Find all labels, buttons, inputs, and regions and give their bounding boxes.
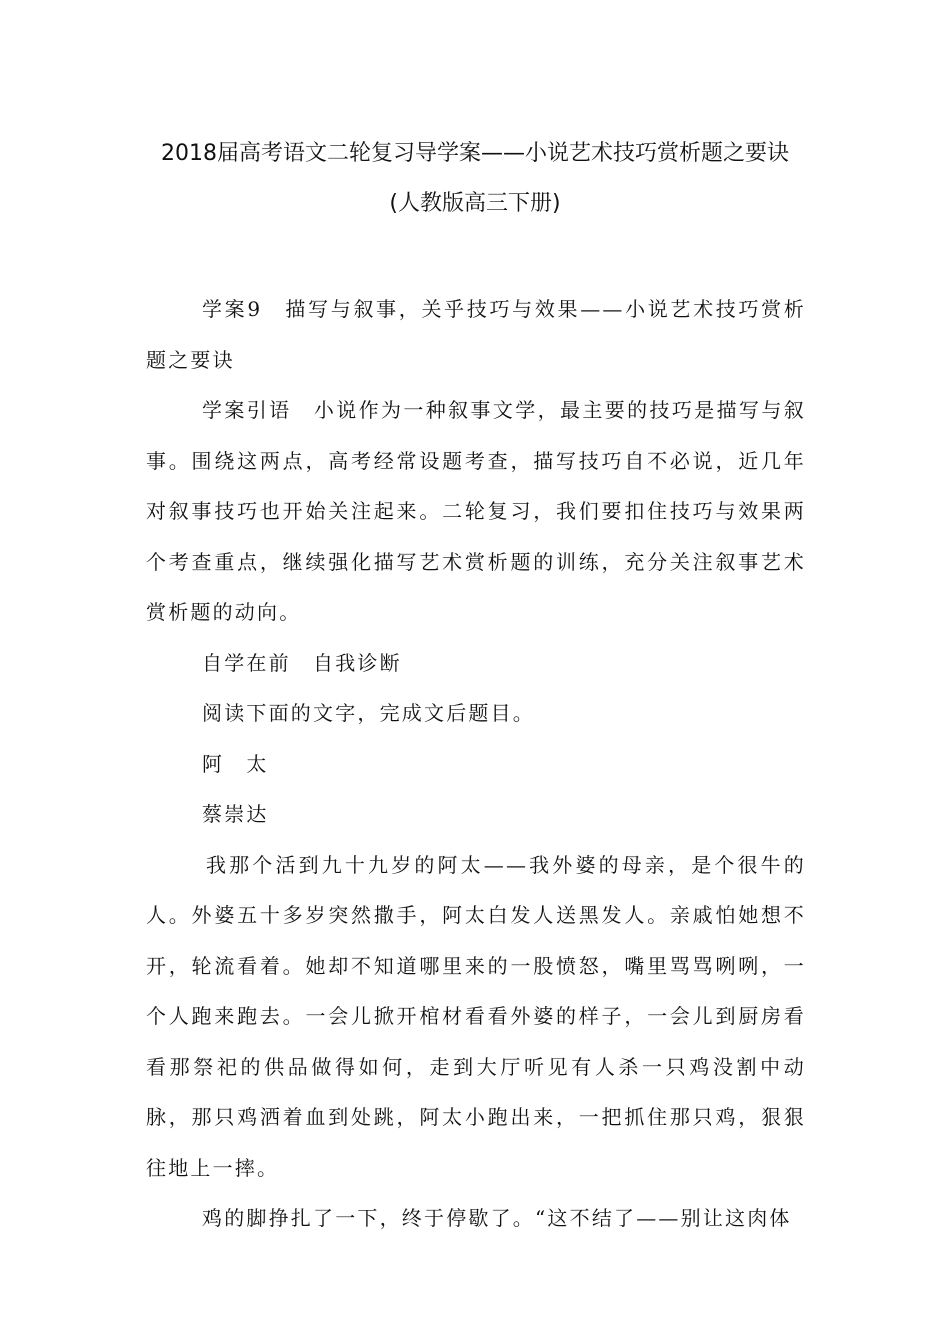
paragraph-story-text-2: 鸡的脚挣扎了一下，终于停歇了。“这不结了——别让这肉体 xyxy=(202,1206,792,1230)
paragraph-instruction: 阅读下面的文字，完成文后题目。 xyxy=(202,701,535,725)
paragraph-section-heading: 自学在前 自我诊断 xyxy=(202,650,402,675)
paragraph-introduction: 学案引语 小说作为一种叙事文学，最主要的技巧是描写与叙事。围绕这两点，高考经常设题考查，描写技巧自不必说，近几年对叙事技巧也开始关注起来。二轮复习，我们要扣住技巧与效果两个考查重点，继续强化描写艺术赏析题的训练，充分关注叙事艺术赏析题的动向。 xyxy=(146,398,806,624)
paragraph-story-author: 蔡崇达 xyxy=(202,802,269,826)
document-subtitle: (人教版高三下册) xyxy=(389,191,561,216)
paragraph-story-title: 阿 太 xyxy=(202,751,269,776)
document-body xyxy=(146,284,806,1244)
paragraph-lesson-heading: 学案9 描写与叙事，关乎技巧与效果——小说艺术技巧赏析题之要诀 xyxy=(146,297,806,372)
paragraph-story-text-1: 我那个活到九十九岁的阿太——我外婆的母亲，是个很牛的人。外婆五十多岁突然撒手，阿太白发人送黑发人。亲戚怕她想不开，轮流看着。她却不知道哪里来的一股愤怒，嘴里骂骂咧咧，一个人跑来跑去。一会儿掀开棺材看看外婆的样子，一会儿到厨房看看那祭祀的供品做得如何，走到大厅听见有人杀一只鸡没割中动脉，那只鸡洒着血到处跳，阿太小跑出来，一把抓住那只鸡，狠狠往地上一摔。 xyxy=(146,852,806,1180)
document-title: 2018届高考语文二轮复习导学案——小说艺术技巧赏析题之要诀 xyxy=(161,141,789,166)
